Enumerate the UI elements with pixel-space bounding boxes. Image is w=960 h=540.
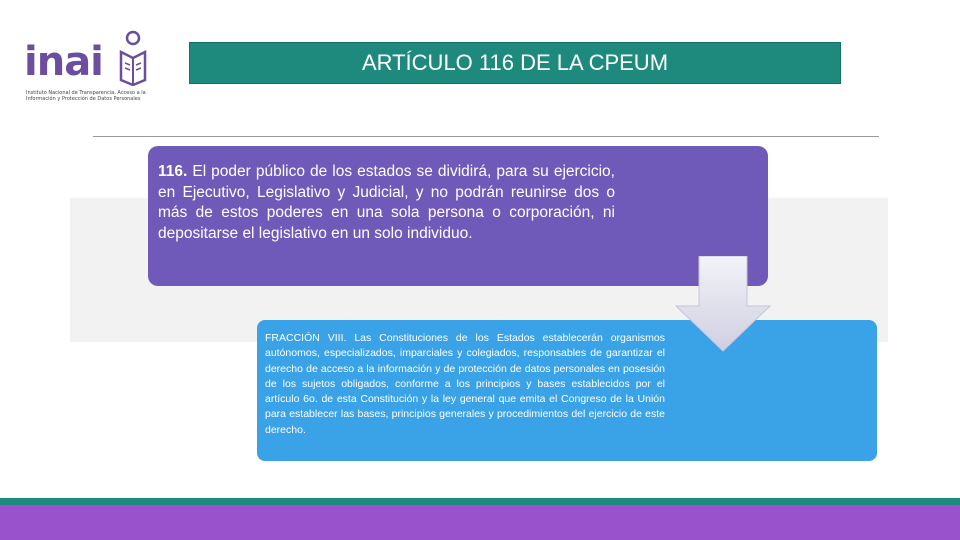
footer-purple-band bbox=[0, 505, 960, 540]
divider bbox=[93, 136, 879, 137]
page-title-bar bbox=[189, 42, 841, 84]
page-title: ARTÍCULO 116 DE LA CPEUM bbox=[361, 50, 669, 75]
article-text bbox=[158, 162, 615, 244]
logo-wordmark: inai bbox=[24, 39, 103, 85]
article-body: El poder público de los estados se dividirá, para su ejercicio, en Ejecutivo, Legislativo y Judicial, y no podrán reunirse dos o más de estos poderes en una sola persona o corporación, ni depositarse el legislativo en un solo individuo. bbox=[158, 163, 615, 242]
article-number: 116. bbox=[158, 163, 188, 180]
fraction-text: FRACCIÓN VIII. Las Constituciones de los Estados establecerán organismos autónomos, especializados, imparciales y colegiados, responsables de garantizar el derecho de acceso a la información y de protección de datos personales en posesión de los sujetos obligados, conforme a los principios y bases establecidos por el artículo 6o. de esta Constitución y la ley general que emita el Congreso de la Unión para establecer las bases, principios generales y procedimientos del ejercicio de este derecho. bbox=[265, 332, 665, 436]
arrow-down-icon bbox=[673, 256, 773, 356]
logo-subtitle: Instituto Nacional de Transparencia, Acceso a la Información y Protección de Datos Personales bbox=[26, 90, 146, 102]
inai-logo bbox=[20, 30, 160, 110]
person-reading-book-icon bbox=[118, 30, 148, 86]
footer-teal-band bbox=[0, 498, 960, 505]
